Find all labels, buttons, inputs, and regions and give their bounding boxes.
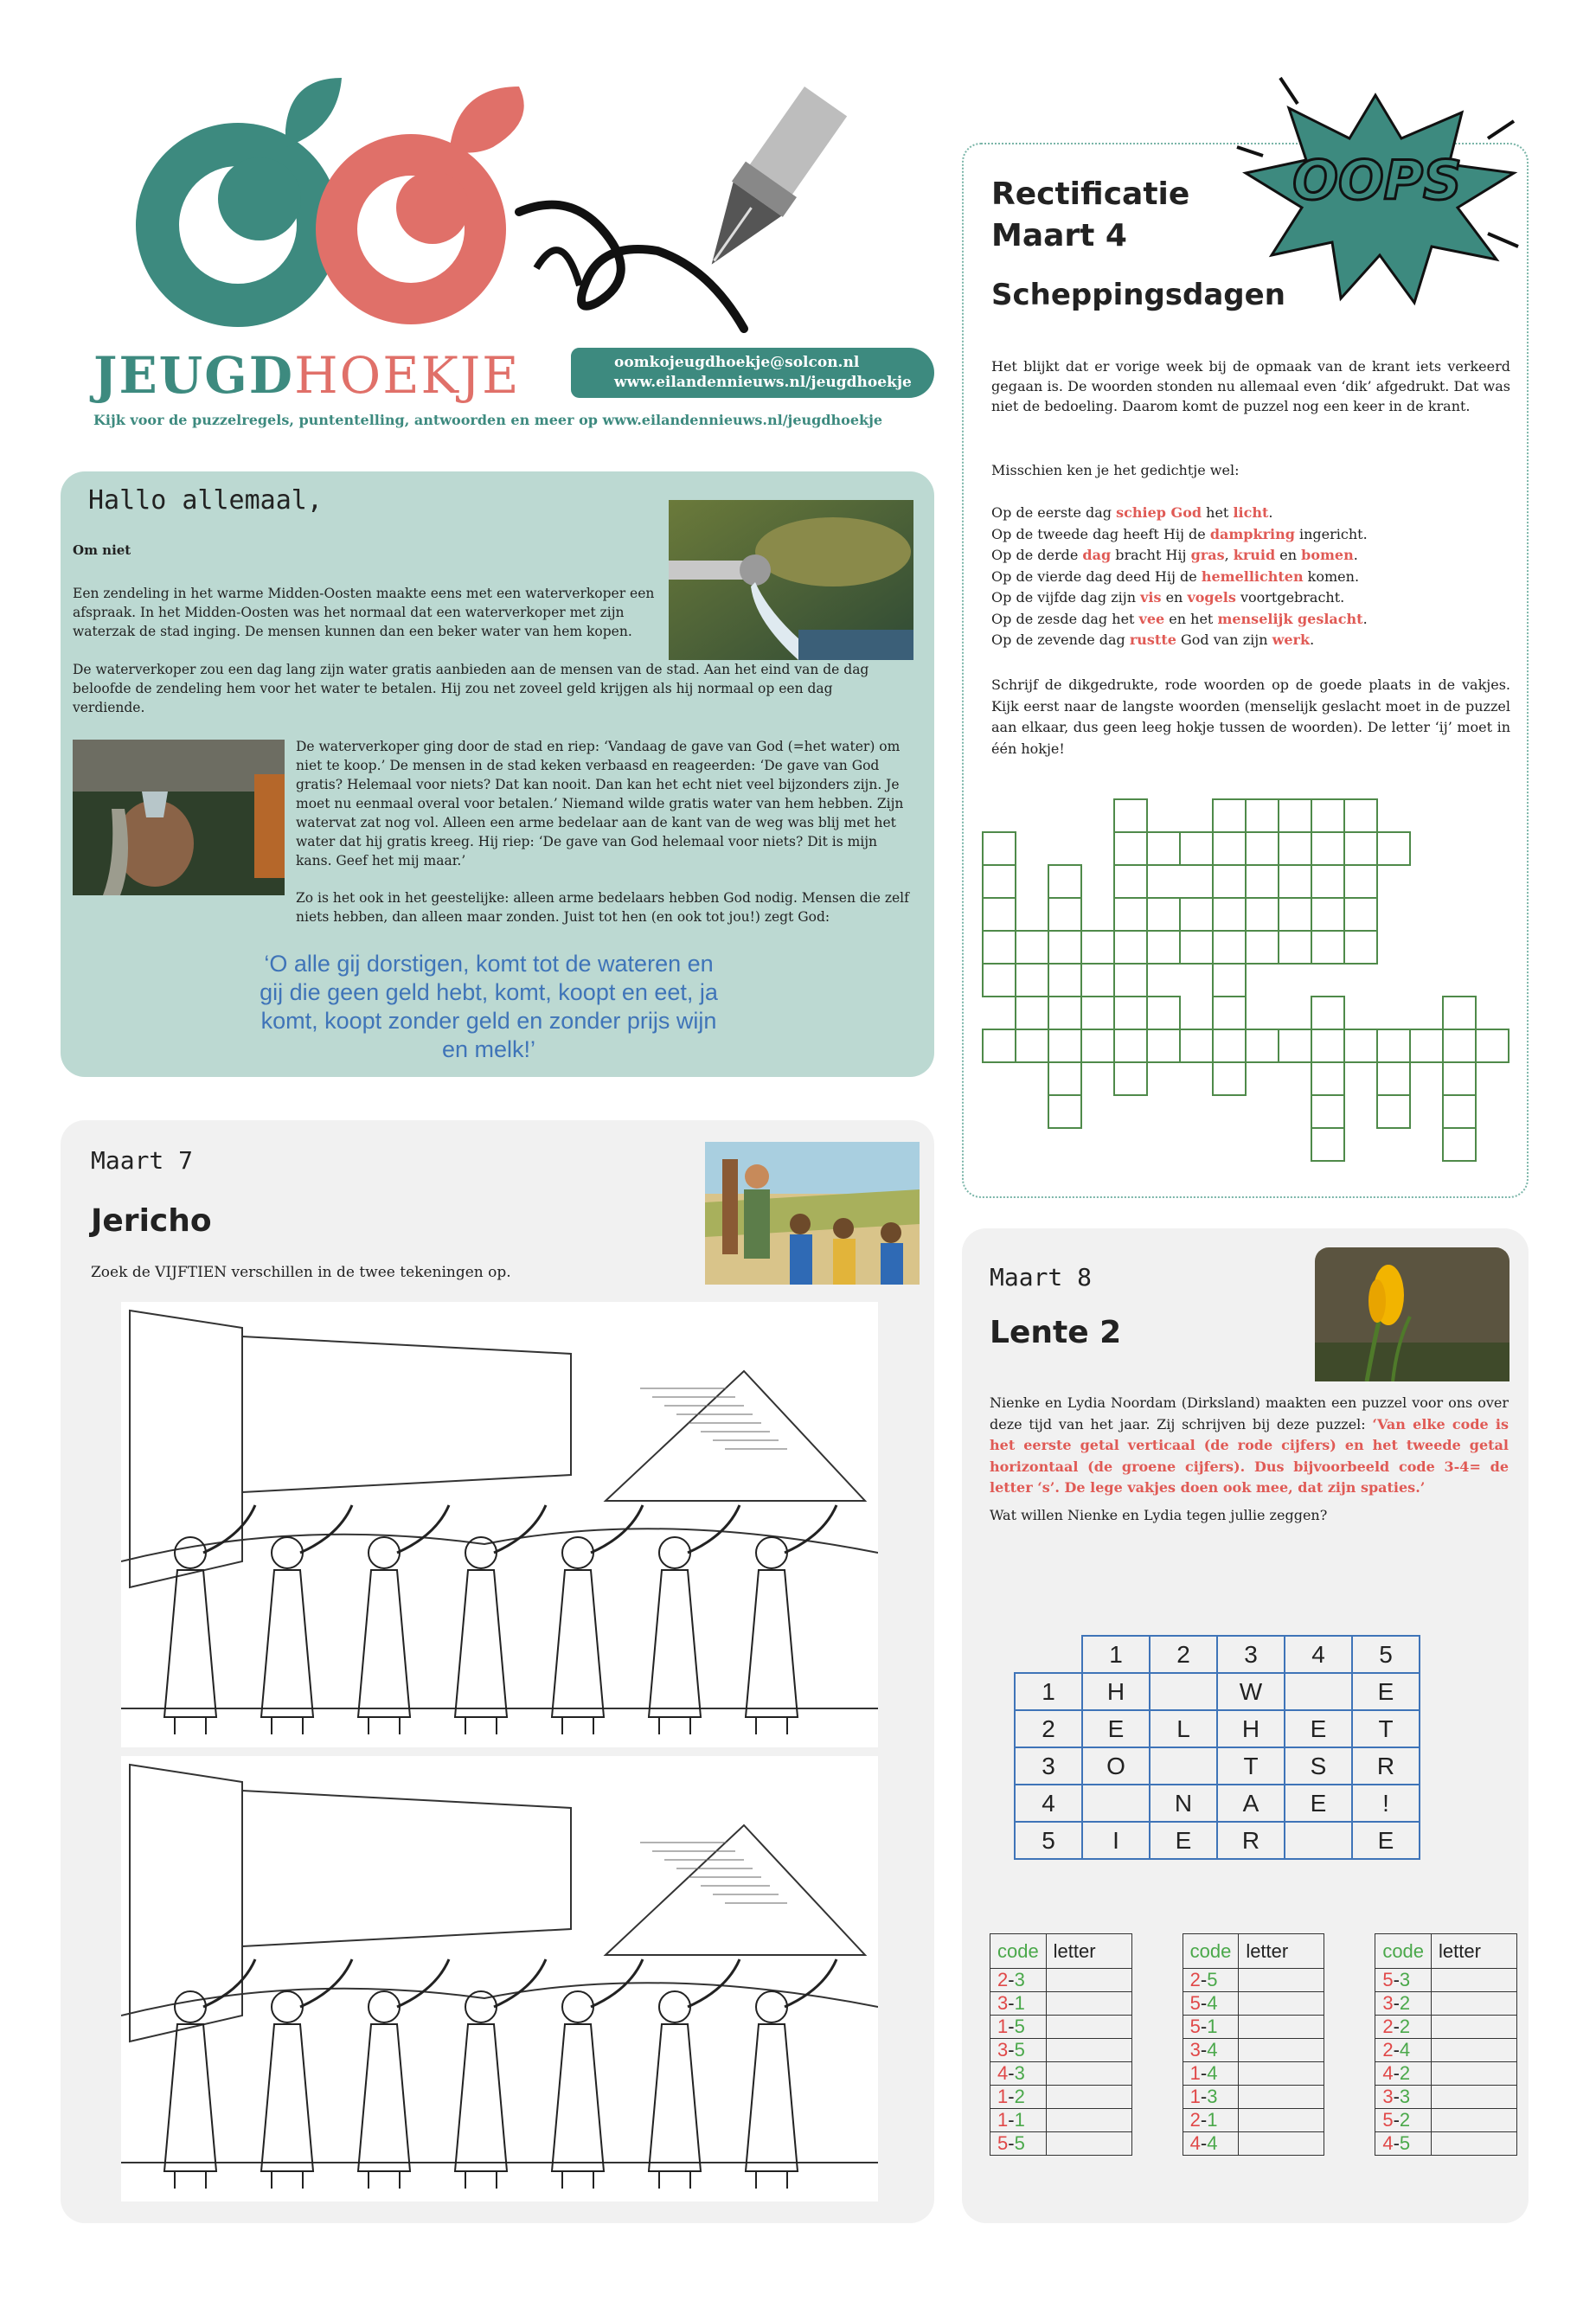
hallo-paragraph-2: De waterverkoper zou een dag lang zijn water gratis aanbieden aan de mensen van de stad. Aan het eind van de dag beloofde de zendeling hem voor het water te betalen. Hij zou net zoveel geld krijgen als hij normaal op een dag verdiende. (73, 662, 869, 715)
code-cell: 5-1 (1183, 2016, 1239, 2039)
crossword-cell[interactable] (1213, 931, 1246, 964)
grid-cell: R (1217, 1822, 1285, 1859)
code-cell: 3-2 (1375, 1992, 1432, 2016)
crossword-cell[interactable] (1114, 964, 1147, 997)
rectificatie-title-2: Maart 4 (991, 218, 1127, 253)
col-header-5: 5 (1352, 1636, 1420, 1673)
jericho-date: Maart 7 (91, 1146, 194, 1175)
letter-answer-cell[interactable] (1432, 2086, 1517, 2109)
crossword-cell[interactable] (1311, 1029, 1344, 1062)
letter-answer-cell[interactable] (1046, 2086, 1131, 2109)
poem-line-4: Op de vierde dag deed Hij de hemellichten komen. (991, 567, 1360, 585)
rectificatie-title (991, 174, 1189, 257)
crossword-cell[interactable] (1048, 865, 1081, 898)
grid-cell: O (1082, 1747, 1150, 1785)
letter-answer-cell[interactable] (1239, 1969, 1324, 1992)
crossword-cell[interactable] (1311, 898, 1344, 931)
crossword-cell[interactable] (1213, 865, 1246, 898)
code-cell: 3-4 (1183, 2039, 1239, 2062)
crossword-cell[interactable] (1246, 931, 1279, 964)
lente-letter-grid (1014, 1635, 1420, 1860)
grid-cell: I (1082, 1822, 1150, 1859)
code-header: code (1183, 1934, 1239, 1969)
crossword-cell[interactable] (1114, 997, 1147, 1029)
crossword-cell[interactable] (983, 964, 1016, 997)
letter-answer-cell[interactable] (1046, 1969, 1131, 1992)
code-table[interactable] (990, 1933, 1517, 2156)
crossword-cell[interactable] (983, 832, 1016, 865)
crossword-cell[interactable] (1443, 1128, 1476, 1161)
crossword-cell[interactable] (1147, 997, 1180, 1029)
row-header-5: 5 (1015, 1822, 1082, 1859)
letter-answer-cell[interactable] (1239, 2062, 1324, 2086)
crossword-cell[interactable] (1016, 931, 1048, 964)
crossword-cell[interactable] (1279, 898, 1311, 931)
crossword-cell[interactable] (1114, 1062, 1147, 1095)
row-header-3: 3 (1015, 1747, 1082, 1785)
tagline: Kijk voor de puzzelregels, puntentelling, antwoorden en meer op www.eilandennieuws.nl/jeugdhoekje (93, 412, 883, 428)
crossword-cell[interactable] (1377, 1062, 1410, 1095)
letter-answer-cell[interactable] (1046, 1992, 1131, 2016)
col-header-2: 2 (1150, 1636, 1217, 1673)
logo-part-1: JEUGD (93, 346, 295, 405)
poem-line-7: Op de zevende dag rustte God van zijn werk. (991, 631, 1315, 648)
crossword-cell[interactable] (983, 865, 1016, 898)
crossword-cell[interactable] (1048, 931, 1081, 964)
crossword-cell[interactable] (1443, 1095, 1476, 1128)
crossword-cell[interactable] (1016, 997, 1048, 1029)
crossword-cell[interactable] (1147, 832, 1180, 865)
row-header-4: 4 (1015, 1785, 1082, 1822)
code-cell: 4-4 (1183, 2132, 1239, 2156)
crossword-cell[interactable] (983, 931, 1016, 964)
grid-cell: ! (1352, 1785, 1420, 1822)
code-cell: 1-3 (1183, 2086, 1239, 2109)
letter-answer-cell[interactable] (1046, 2039, 1131, 2062)
letter-answer-cell[interactable] (1432, 1969, 1517, 1992)
water-tap-photo (669, 500, 913, 660)
grid-cell: A (1217, 1785, 1285, 1822)
crossword-cell[interactable] (1443, 997, 1476, 1029)
crossword-cell[interactable] (1180, 931, 1213, 964)
crossword-cell[interactable] (1279, 1029, 1311, 1062)
code-cell: 2-3 (990, 1969, 1047, 1992)
crossword-cell[interactable] (1279, 865, 1311, 898)
crossword-cell[interactable] (1213, 1062, 1246, 1095)
letter-answer-cell[interactable] (1432, 2016, 1517, 2039)
code-cell: 1-2 (990, 2086, 1047, 2109)
letter-answer-cell[interactable] (1239, 2039, 1324, 2062)
grid-cell: E (1352, 1673, 1420, 1710)
drawing-1[interactable] (121, 1302, 878, 1747)
grid-cell: H (1217, 1710, 1285, 1747)
lente-intro: Nienke en Lydia Noordam (Dirksland) maakten een puzzel voor ons over deze tijd van het jaar. Zij schrijven bij deze puzzel: ‘Van elke code is het eerste getal verticaal (de rode cijfers) en het tweede getal horizontaal (de groene cijfers). Dus bijvoorbeeld code 3-4= de letter ‘s’. De lege vakjes doen ook mee, dat zijn spaties.’ (990, 1394, 1509, 1496)
col-header-4: 4 (1285, 1636, 1352, 1673)
contact-pill (571, 348, 934, 398)
rectificatie-title-1: Rectificatie (991, 176, 1190, 212)
crossword-cell[interactable] (1048, 964, 1081, 997)
code-cell: 5-5 (990, 2132, 1047, 2156)
poem-line-6: Op de zesde dag het vee en het menselijk geslacht. (991, 610, 1368, 627)
grid-cell: S (1285, 1747, 1352, 1785)
greeting: Hallo allemaal, (88, 485, 323, 516)
crossword-cell[interactable] (1311, 1062, 1344, 1095)
code-cell: 5-2 (1375, 2109, 1432, 2132)
crossword-cell[interactable] (1213, 898, 1246, 931)
crossword-cell[interactable] (1180, 898, 1213, 931)
crossword-cell[interactable] (1377, 1029, 1410, 1062)
lente-title: Lente 2 (990, 1315, 1122, 1350)
crossword-cell[interactable] (1180, 1029, 1213, 1062)
crossword-cell[interactable] (1048, 997, 1081, 1029)
hallo-paragraph-1: Een zendeling in het warme Midden-Oosten maakte eens met een waterverkoper een afspraak. In het Midden-Oosten was het normaal dat een waterverkoper met zijn waterzak de stad inging. De mensen kunnen dan een beker water van hem kopen. (73, 586, 655, 639)
crossword-cell[interactable] (1213, 799, 1246, 832)
grid-cell: H (1082, 1673, 1150, 1710)
col-header-1: 1 (1082, 1636, 1150, 1673)
crossword-cell[interactable] (1213, 997, 1246, 1029)
logo-graphic (87, 69, 952, 346)
spot-the-difference-drawings[interactable] (121, 1302, 878, 2210)
grid-cell: L (1150, 1710, 1217, 1747)
poem-intro: Misschien ken je het gedichtje wel: (991, 462, 1240, 478)
code-cell: 1-4 (1183, 2062, 1239, 2086)
crossword-cell[interactable] (1377, 832, 1410, 865)
crossword-cell[interactable] (1279, 931, 1311, 964)
grid-cell: N (1150, 1785, 1217, 1822)
row-header-2: 2 (1015, 1710, 1082, 1747)
crossword-cell[interactable] (1344, 865, 1377, 898)
code-header: code (1375, 1934, 1432, 1969)
code-cell: 2-4 (1375, 2039, 1432, 2062)
code-cell: 3-5 (990, 2039, 1047, 2062)
letter-answer-cell[interactable] (1046, 2016, 1131, 2039)
letter-answer-cell[interactable] (1239, 2132, 1324, 2156)
grid-cell: E (1150, 1822, 1217, 1859)
crossword-cell[interactable] (1180, 832, 1213, 865)
crossword-cell[interactable] (1410, 1029, 1443, 1062)
crossword-cell[interactable] (1081, 997, 1114, 1029)
crossword-cell[interactable] (1311, 997, 1344, 1029)
bible-quote: ‘O alle gij dorstigen, komt tot de wateren en gij die geen geld hebt, komt, koopt en eet, ja komt, koopt zonder geld en zonder prijs wijn en melk!’ (260, 951, 718, 1062)
poem-line-1: Op de eerste dag schiep God het licht. (991, 504, 1273, 521)
crossword-cell[interactable] (1081, 1029, 1114, 1062)
code-cell: 1-5 (990, 2016, 1047, 2039)
oops-burst-icon (1228, 69, 1522, 320)
letter-answer-cell[interactable] (1432, 1992, 1517, 2016)
poem-line-2: Op de tweede dag heeft Hij de dampkring ingericht. (991, 525, 1368, 542)
letter-answer-cell[interactable] (1239, 2109, 1324, 2132)
crossword-cell[interactable] (1048, 1095, 1081, 1128)
crossword-cell[interactable] (1114, 832, 1147, 865)
grid-cell (1150, 1747, 1217, 1785)
code-cell: 4-2 (1375, 2062, 1432, 2086)
crossword-cell[interactable] (1344, 832, 1377, 865)
crossword-cell[interactable] (1311, 931, 1344, 964)
oops-text: OOPS (1292, 149, 1462, 212)
crossword-cell[interactable] (1279, 832, 1311, 865)
letter-answer-cell[interactable] (1432, 2039, 1517, 2062)
crossword-cell[interactable] (1311, 1095, 1344, 1128)
crossword-cell[interactable] (1048, 898, 1081, 931)
crossword-cell[interactable] (983, 898, 1016, 931)
code-header: code (990, 1934, 1047, 1969)
crossword-cell[interactable] (1114, 799, 1147, 832)
crossword-cell[interactable] (1344, 799, 1377, 832)
code-cell: 3-3 (1375, 2086, 1432, 2109)
grid-cell: E (1352, 1822, 1420, 1859)
col-header-3: 3 (1217, 1636, 1285, 1673)
crossword-cell[interactable] (1246, 799, 1279, 832)
crossword-instructions: Schrijf de dikgedrukte, rode woorden op de goede plaats in de vakjes. Kijk eerst naar de langste woorden (menselijk geslacht moet in de puzzel aan elkaar, dus geen leeg hokje tussen de woorden). De letter ‘ij’ moet in één hokje! (991, 676, 1510, 757)
crossword-cell[interactable] (1279, 799, 1311, 832)
fountain-pen-icon (686, 84, 851, 283)
grid-cell (1150, 1673, 1217, 1710)
logo-text (93, 346, 520, 405)
code-cell: 2-1 (1183, 2109, 1239, 2132)
crossword-cell[interactable] (1377, 1095, 1410, 1128)
letter-answer-cell[interactable] (1239, 2016, 1324, 2039)
poem (991, 503, 1510, 651)
letter-header: letter (1432, 1934, 1517, 1969)
crossword-cell[interactable] (1081, 931, 1114, 964)
hallo-paragraph-4: Zo is het ook in het geestelijke: alleen arme bedelaars hebben God nodig. Mensen die zelf niets hebben, dan alleen maar zonden. Juist tot hen (en ook tot jou!) zegt God: (296, 890, 909, 925)
crossword-cell[interactable] (1311, 832, 1344, 865)
crossword-cell[interactable] (1147, 1029, 1180, 1062)
crossword-cell[interactable] (1344, 1029, 1377, 1062)
crocus-photo (1315, 1247, 1509, 1381)
crossword-cell[interactable] (1114, 931, 1147, 964)
code-cell: 2-2 (1375, 2016, 1432, 2039)
grid-cell: T (1352, 1710, 1420, 1747)
crossword-cell[interactable] (1344, 898, 1377, 931)
crossword-cell[interactable] (1443, 1062, 1476, 1095)
crossword-cell[interactable] (1213, 832, 1246, 865)
code-cell: 5-3 (1375, 1969, 1432, 1992)
grid-cell (1082, 1785, 1150, 1822)
crossword-cell[interactable] (1016, 1029, 1048, 1062)
grid-cell: E (1285, 1710, 1352, 1747)
code-cell: 3-1 (990, 1992, 1047, 2016)
crossword-cell[interactable] (1246, 832, 1279, 865)
crossword-cell[interactable] (1246, 1029, 1279, 1062)
letter-answer-cell[interactable] (1432, 2062, 1517, 2086)
code-cell: 4-5 (1375, 2132, 1432, 2156)
row-header-1: 1 (1015, 1673, 1082, 1710)
code-cell: 2-5 (1183, 1969, 1239, 1992)
crossword-cell[interactable] (1476, 1029, 1509, 1062)
grid-cell: R (1352, 1747, 1420, 1785)
rectificatie-intro: Het blijkt dat er vorige week bij de opmaak van de krant iets verkeerd gegaan is. De woorden stonden nu allemaal even ‘dik’ afgedrukt. Dat was niet de bedoeling. Daarom komt de puzzel nog een keer in de krant. (991, 358, 1510, 414)
crossword-cell[interactable] (1114, 865, 1147, 898)
letter-answer-cell[interactable] (1046, 2062, 1131, 2086)
code-cell: 4-3 (990, 2062, 1047, 2086)
letter-answer-cell[interactable] (1046, 2109, 1131, 2132)
letter-answer-cell[interactable] (1432, 2109, 1517, 2132)
drawing-2[interactable] (121, 1756, 878, 2202)
crossword-cell[interactable] (1213, 964, 1246, 997)
rectificatie-subtitle: Scheppingsdagen (991, 278, 1285, 312)
grid-cell: E (1285, 1785, 1352, 1822)
website-link[interactable]: www.eilandennieuws.nl/jeugdhoekje (614, 374, 912, 391)
pen-squiggle-icon (519, 205, 744, 329)
lente-panel (962, 1228, 1529, 2223)
crossword-cell[interactable] (1114, 1029, 1147, 1062)
letter-header: letter (1239, 1934, 1324, 1969)
hallo-panel (61, 471, 934, 1077)
letter-header: letter (1046, 1934, 1131, 1969)
poem-line-5: Op de vijfde dag zijn vis en vogels voortgebracht. (991, 589, 1345, 606)
code-cell: 5-4 (1183, 1992, 1239, 2016)
hallo-subtitle: Om niet (73, 542, 131, 558)
crossword-cell[interactable] (1048, 1029, 1081, 1062)
water-seller-photo (73, 740, 285, 895)
jericho-panel (61, 1120, 934, 2223)
crossword-cell[interactable] (1443, 1029, 1476, 1062)
grid-cell: W (1217, 1673, 1285, 1710)
crossword-cell[interactable] (1311, 1128, 1344, 1161)
lente-date: Maart 8 (990, 1263, 1093, 1292)
logo-part-2: HOEKJE (294, 346, 521, 405)
jericho-instruction: Zoek de VIJFTIEN verschillen in de twee tekeningen op. (91, 1264, 511, 1281)
crossword-cell[interactable] (983, 1029, 1016, 1062)
crossword-cell[interactable] (1213, 1029, 1246, 1062)
letter-answer-cell[interactable] (1239, 2086, 1324, 2109)
jericho-title: Jericho (91, 1203, 212, 1239)
crossword-cell[interactable] (1114, 898, 1147, 931)
jericho-illustration (705, 1142, 920, 1285)
code-cell: 1-1 (990, 2109, 1047, 2132)
poem-line-3: Op de derde dag bracht Hij gras, kruid en bomen. (991, 547, 1358, 563)
letter-answer-cell[interactable] (1046, 2132, 1131, 2156)
crossword-cell[interactable] (1048, 1062, 1081, 1095)
email-link[interactable]: oomkojeugdhoekje@solcon.nl (614, 354, 860, 371)
crossword-grid[interactable] (981, 798, 1517, 1178)
crossword-cell[interactable] (1246, 898, 1279, 931)
grid-cell (1285, 1822, 1352, 1859)
grid-cell: T (1217, 1747, 1285, 1785)
letter-answer-cell[interactable] (1239, 1992, 1324, 2016)
crossword-cell[interactable] (1311, 799, 1344, 832)
lente-question: Wat willen Nienke en Lydia tegen jullie zeggen? (990, 1507, 1328, 1523)
grid-cell (1285, 1673, 1352, 1710)
hallo-paragraph-3: De waterverkoper ging door de stad en riep: ‘Vandaag de gave van God (=het water) om niet te koop.’ De mensen in de stad keken verbaasd en reageerden: ‘De gave van God gratis? Helemaal voor niets? Dat kan nooit. Dan kan het echt niet veel bijzonders zijn. Je moet nu eenmaal overal voor betalen.’ Niemand wilde gratis water van hem hebben. Zijn watervat zat nog vol. Alleen een arme bedelaar aan de kant van de weg was blij met het water dat hij gratis kreeg. Hij riep: ‘De gave van God helemaal voor niets? Dit is mijn kans. Geef het mij maar.’ (296, 739, 904, 868)
crossword-cell[interactable] (1147, 898, 1180, 931)
letter-answer-cell[interactable] (1432, 2132, 1517, 2156)
grid-cell: E (1082, 1710, 1150, 1747)
crossword-cell[interactable] (1147, 931, 1180, 964)
crossword-cell[interactable] (1344, 931, 1377, 964)
